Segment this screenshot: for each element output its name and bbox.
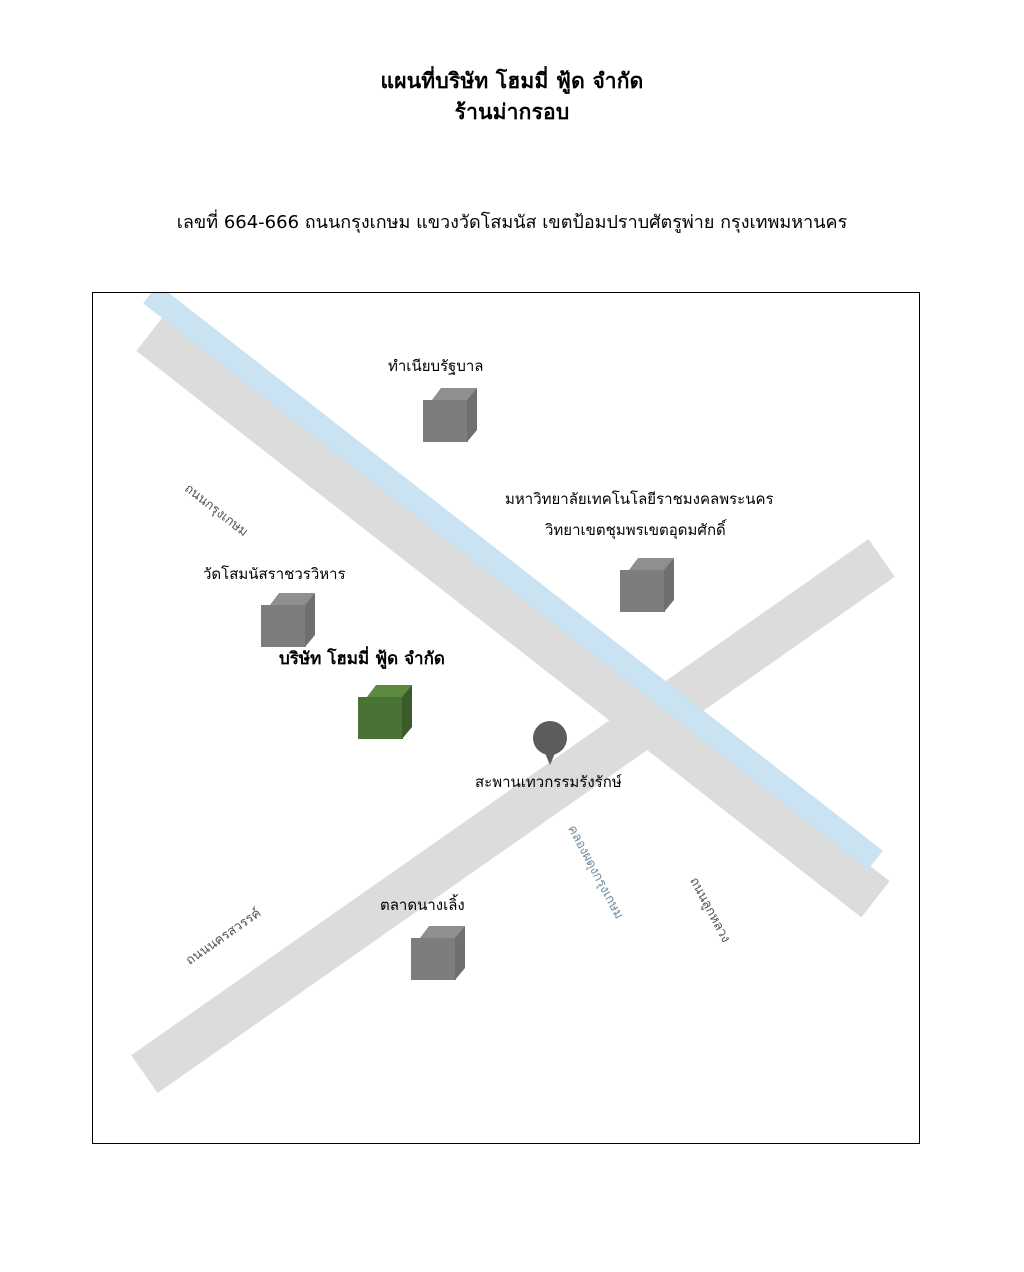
cube-front-icon bbox=[358, 697, 403, 739]
title-line-2: ร้านม่ากรอบ bbox=[454, 100, 570, 124]
place-label-bridge: สะพานเทวกรรมรังรักษ์ bbox=[475, 773, 622, 791]
place-label-homemee-food: บริษัท โฮมมี่ ฟู้ด จำกัด bbox=[279, 649, 445, 669]
pin-head bbox=[533, 721, 567, 755]
map-canvas bbox=[93, 293, 919, 1143]
road-label-nakhonsawan: ถนนนครสวรรค์ bbox=[183, 905, 265, 969]
cube-front-icon bbox=[261, 605, 306, 647]
road-label-krungkasem: ถนนกรุงเกษม bbox=[181, 481, 251, 540]
building-rmutp bbox=[620, 558, 674, 612]
place-label-government-house: ทำเนียบรัฐบาล bbox=[388, 357, 484, 375]
address-text: เลขที่ 664-666 ถนนกรุงเกษม แขวงวัดโสมนัส เขตป้อมปราบศัตรูพ่าย กรุงเทพมหานคร bbox=[176, 212, 848, 233]
building-homemee-food bbox=[358, 685, 412, 739]
cube-front-icon bbox=[423, 400, 468, 442]
place-label-wat-sommanat: วัดโสมนัสราชวรวิหาร bbox=[203, 565, 346, 583]
cube-front-icon bbox=[620, 570, 665, 612]
canal-label-krungkasem: คลองผดุงกรุงเกษม bbox=[564, 822, 627, 922]
title-line-1: แผนที่บริษัท โฮมมี่ ฟู้ด จำกัด bbox=[380, 69, 644, 93]
page-title bbox=[0, 66, 1024, 128]
location-pin-icon bbox=[533, 721, 567, 765]
place-label-nanglerng-market: ตลาดนางเลิ้ง bbox=[380, 896, 465, 914]
map-frame bbox=[92, 292, 920, 1144]
place-label-rmutp-line-1: มหาวิทยาลัยเทคโนโลยีราชมงคลพระนคร bbox=[505, 490, 774, 508]
building-wat-sommanat bbox=[261, 593, 315, 647]
road-label-lukluang: ถนนลูกหลวง bbox=[686, 874, 734, 946]
building-government-house bbox=[423, 388, 477, 442]
cube-front-icon bbox=[411, 938, 456, 980]
place-label-rmutp-line-2: วิทยาเขตชุมพรเขตอุดมศักดิ์ bbox=[545, 521, 726, 539]
building-nanglerng-market bbox=[411, 926, 465, 980]
